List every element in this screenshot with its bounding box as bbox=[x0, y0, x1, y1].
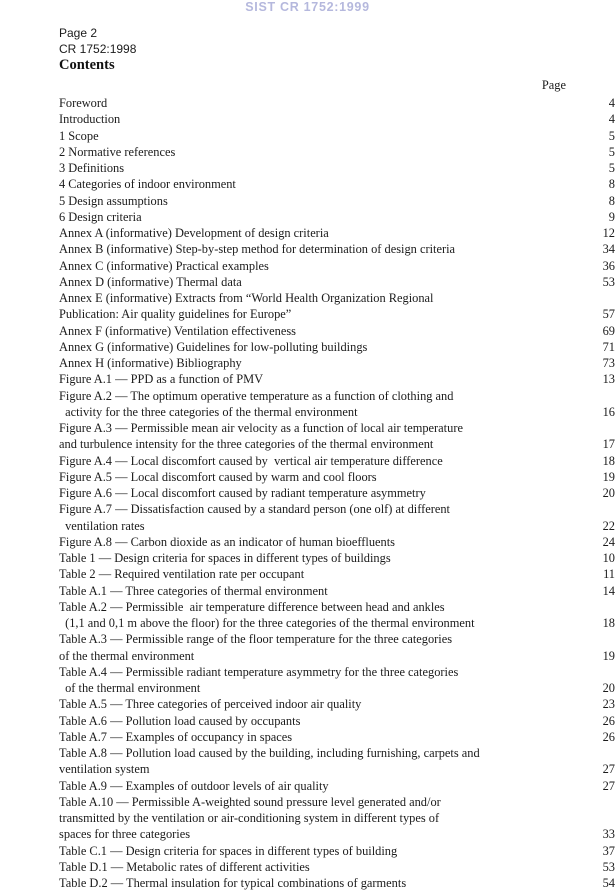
toc-entry-title: Annex B (informative) Step-by-step method for determination of design criteria 34 bbox=[0, 241, 615, 257]
table-of-contents bbox=[0, 95, 615, 891]
toc-entry-title: 4 Categories of indoor environment 8 bbox=[0, 176, 615, 192]
toc-entry-title: Table A.10 — Permissible A-weighted sound pressure level generated and/or bbox=[59, 794, 441, 809]
toc-entry-title: Table A.6 — Pollution load caused by occupants 26 bbox=[0, 713, 615, 729]
toc-entry[interactable] bbox=[0, 859, 615, 875]
toc-entry[interactable] bbox=[0, 241, 615, 257]
standard-reference: CR 1752:1998 bbox=[59, 41, 137, 56]
toc-entry-title: 6 Design criteria 9 bbox=[0, 209, 615, 225]
toc-entry-title: Annex F (informative) Ventilation effectiveness 69 bbox=[0, 323, 615, 339]
toc-entry-title-cont: of the thermal environment 19 bbox=[0, 648, 615, 664]
toc-entry-title: Table A.3 — Permissible range of the floor temperature for the three categories bbox=[59, 632, 453, 647]
toc-entry-page-number: 19 bbox=[602, 469, 615, 484]
toc-entry[interactable] bbox=[0, 713, 615, 729]
toc-entry[interactable] bbox=[0, 420, 615, 453]
toc-entry-page-number: 20 bbox=[602, 681, 615, 695]
watermark-standard-id: SIST CR 1752:1999 bbox=[245, 0, 370, 14]
toc-entry-page-number: 5 bbox=[608, 144, 615, 159]
toc-entry-page-number: 33 bbox=[602, 827, 615, 842]
toc-entry-title: Figure A.3 — Permissible mean air velocity as a function of local air temperature bbox=[59, 421, 463, 435]
toc-entry-page-number: 4 bbox=[608, 96, 615, 110]
toc-entry-title: Table A.9 — Examples of outdoor levels of air quality 27 bbox=[0, 778, 615, 794]
toc-entry-title: Annex H (informative) Bibliography 73 bbox=[0, 355, 615, 371]
toc-entry-page-number: 27 bbox=[602, 778, 615, 793]
toc-entry-title: Figure A.2 — The optimum operative temperature as a function of clothing and bbox=[59, 388, 454, 403]
toc-entry-page-number: 26 bbox=[602, 729, 615, 744]
toc-entry-title: Annex C (informative) Practical examples 36 bbox=[0, 258, 615, 274]
toc-entry-page-number: 22 bbox=[602, 518, 615, 533]
toc-entry[interactable] bbox=[0, 144, 615, 160]
toc-entry-page-number: 8 bbox=[608, 177, 615, 192]
toc-entry-title: Table A.8 — Pollution load caused by the building, including furnishing, carpets and bbox=[59, 746, 480, 760]
toc-entry[interactable] bbox=[0, 274, 615, 290]
toc-entry-title-cont: (1,1 and 0,1 m above the floor) for the three categories of the thermal environment 18 bbox=[0, 615, 615, 631]
toc-entry-page-number: 26 bbox=[602, 713, 615, 728]
toc-entry[interactable] bbox=[0, 599, 615, 632]
toc-entry[interactable] bbox=[0, 843, 615, 859]
toc-entry-title: Introduction 4 bbox=[0, 111, 615, 127]
toc-entry-title: Figure A.4 — Local discomfort caused by vertical air temperature difference 18 bbox=[0, 453, 615, 469]
toc-entry-page-number: 36 bbox=[602, 258, 615, 273]
toc-entry-title: Figure A.8 — Carbon dioxide as an indicator of human bioeffluents 24 bbox=[0, 534, 615, 550]
toc-entry-page-number: 5 bbox=[608, 161, 615, 175]
toc-entry-title: Table D.1 — Metabolic rates of different activities 53 bbox=[0, 859, 615, 875]
toc-entry[interactable] bbox=[0, 631, 615, 664]
toc-entry[interactable] bbox=[0, 176, 615, 192]
toc-entry[interactable] bbox=[0, 501, 615, 534]
toc-entry-page-number: 53 bbox=[602, 274, 615, 289]
toc-entry[interactable] bbox=[0, 469, 615, 485]
toc-entry-title: Figure A.7 — Dissatisfaction caused by a standard person (one olf) at different bbox=[59, 502, 451, 517]
toc-entry-title: Figure A.5 — Local discomfort caused by warm and cool floors 19 bbox=[0, 469, 615, 485]
toc-entry-title: 5 Design assumptions 8 bbox=[0, 193, 615, 209]
toc-entry-title: Annex D (informative) Thermal data 53 bbox=[0, 274, 615, 290]
toc-entry[interactable] bbox=[0, 794, 615, 843]
toc-entry[interactable] bbox=[0, 778, 615, 794]
page-header-block bbox=[59, 26, 136, 74]
toc-entry-page-number: 9 bbox=[608, 209, 615, 224]
toc-entry-title-cont: ventilation rates 22 bbox=[0, 518, 615, 534]
toc-entry-title: Table 2 — Required ventilation rate per occupant 11 bbox=[0, 566, 615, 582]
toc-entry-title: Foreword 4 bbox=[0, 95, 615, 111]
toc-entry[interactable] bbox=[0, 534, 615, 550]
toc-entry-page-number: 16 bbox=[602, 404, 615, 419]
page-title: Contents bbox=[59, 57, 115, 73]
toc-entry[interactable] bbox=[0, 550, 615, 566]
toc-entry-page-number: 27 bbox=[602, 762, 615, 777]
toc-entry-title-cont: ventilation system 27 bbox=[0, 761, 615, 777]
toc-entry[interactable] bbox=[0, 453, 615, 469]
toc-entry-page-number: 37 bbox=[602, 843, 615, 858]
toc-entry[interactable] bbox=[0, 371, 615, 387]
toc-entry-page-number: 20 bbox=[602, 486, 615, 500]
toc-entry[interactable] bbox=[0, 745, 615, 778]
toc-entry-title: Table 1 — Design criteria for spaces in different types of buildings 10 bbox=[0, 550, 615, 566]
toc-entry-page-number: 8 bbox=[608, 193, 615, 208]
toc-entry-title: Table C.1 — Design criteria for spaces in different types of building 37 bbox=[0, 843, 615, 859]
toc-entry[interactable] bbox=[0, 209, 615, 225]
toc-entry-title: Annex A (informative) Development of design criteria 12 bbox=[0, 225, 615, 241]
toc-entry-title-cont: spaces for three categories 33 bbox=[0, 826, 615, 842]
toc-entry[interactable] bbox=[0, 729, 615, 745]
toc-entry[interactable] bbox=[0, 696, 615, 712]
toc-entry-title: 2 Normative references 5 bbox=[0, 144, 615, 160]
toc-entry-page-number: 73 bbox=[602, 356, 615, 370]
toc-entry-title: Table A.4 — Permissible radiant temperature asymmetry for the three categories bbox=[59, 664, 459, 679]
toc-entry[interactable] bbox=[0, 664, 615, 697]
toc-entry-title: Table A.7 — Examples of occupancy in spaces 26 bbox=[0, 729, 615, 745]
toc-entry[interactable] bbox=[0, 225, 615, 241]
toc-entry-page-number: 19 bbox=[602, 648, 615, 663]
toc-entry[interactable] bbox=[0, 290, 615, 323]
toc-entry-page-number: 18 bbox=[602, 453, 615, 468]
toc-entry[interactable] bbox=[0, 583, 615, 599]
toc-entry[interactable] bbox=[0, 875, 615, 891]
toc-entry-page-number: 53 bbox=[602, 859, 615, 874]
toc-entry[interactable] bbox=[0, 355, 615, 371]
toc-entry[interactable] bbox=[0, 258, 615, 274]
toc-entry-title-cont: Publication: Air quality guidelines for Europe” 57 bbox=[0, 306, 615, 322]
toc-entry-page-number: 13 bbox=[602, 372, 615, 387]
toc-entry[interactable] bbox=[0, 323, 615, 339]
page-number-label: Page 2 bbox=[59, 26, 98, 40]
toc-entry-page-number: 11 bbox=[603, 567, 615, 582]
toc-entry-page-number: 12 bbox=[602, 226, 615, 240]
toc-entry-page-number: 57 bbox=[602, 307, 615, 322]
toc-entry-title: Figure A.1 — PPD as a function of PMV 13 bbox=[0, 371, 615, 387]
toc-entry-page-number: 69 bbox=[602, 323, 615, 338]
toc-entry-title: Annex E (informative) Extracts from “World Health Organization Regional bbox=[59, 291, 434, 305]
toc-entry[interactable] bbox=[0, 339, 615, 355]
toc-entry-title-cont: transmitted by the ventilation or air-conditioning system in different types of bbox=[59, 811, 440, 825]
toc-entry-title: Table A.5 — Three categories of perceived indoor air quality 23 bbox=[0, 696, 615, 712]
toc-entry-page-number: 4 bbox=[608, 112, 615, 127]
toc-entry-page-number: 23 bbox=[602, 697, 615, 712]
toc-entry[interactable] bbox=[0, 388, 615, 421]
toc-entry-page-number: 17 bbox=[602, 437, 615, 452]
toc-entry-title: Annex G (informative) Guidelines for low-polluting buildings 71 bbox=[0, 339, 615, 355]
toc-entry-title-cont: and turbulence intensity for the three categories of the thermal environment 17 bbox=[0, 436, 615, 452]
toc-entry-page-number: 14 bbox=[602, 583, 615, 598]
toc-entry-title: Table A.1 — Three categories of thermal environment 14 bbox=[0, 583, 615, 599]
toc-entry-page-number: 5 bbox=[608, 128, 615, 143]
page-column-header: Page bbox=[541, 78, 566, 92]
toc-entry-title-cont: activity for the three categories of the thermal environment 16 bbox=[0, 404, 615, 420]
toc-entry-page-number: 18 bbox=[602, 616, 615, 630]
toc-entry-page-number: 54 bbox=[602, 876, 615, 890]
toc-entry[interactable] bbox=[0, 95, 615, 111]
toc-entry[interactable] bbox=[0, 160, 615, 176]
toc-entry[interactable] bbox=[0, 193, 615, 209]
toc-entry-title: Table D.2 — Thermal insulation for typical combinations of garments 54 bbox=[0, 875, 615, 891]
toc-entry-title: Figure A.6 — Local discomfort caused by radiant temperature asymmetry 20 bbox=[0, 485, 615, 501]
toc-entry-page-number: 24 bbox=[602, 534, 615, 549]
toc-entry[interactable] bbox=[0, 566, 615, 582]
toc-entry-title: Table A.2 — Permissible air temperature difference between head and ankles bbox=[59, 599, 445, 614]
toc-entry[interactable] bbox=[0, 128, 615, 144]
toc-entry-page-number: 34 bbox=[602, 242, 615, 257]
toc-entry[interactable] bbox=[0, 111, 615, 127]
toc-entry[interactable] bbox=[0, 485, 615, 501]
toc-entry-page-number: 10 bbox=[602, 551, 615, 565]
toc-entry-title: 1 Scope 5 bbox=[0, 128, 615, 144]
toc-entry-title: 3 Definitions 5 bbox=[0, 160, 615, 176]
toc-entry-page-number: 71 bbox=[602, 339, 615, 354]
toc-entry-title-cont: of the thermal environment 20 bbox=[0, 680, 615, 696]
